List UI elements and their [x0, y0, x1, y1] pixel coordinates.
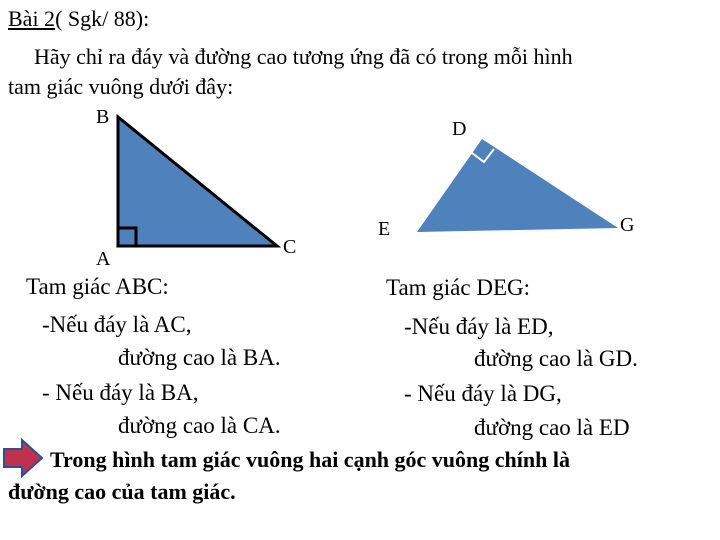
- exercise-title-source: ( Sgk/ 88):: [55, 6, 150, 31]
- conclusion-text: [8, 444, 720, 508]
- abc-case-1: -Nếu đáy là AC,: [42, 312, 192, 337]
- deg-height-1: đường cao là GD.: [474, 346, 638, 371]
- conclusion-line-1: Trong hình tam giác vuông hai cạnh góc vuông chính là: [50, 447, 570, 472]
- vertex-label-b: B: [96, 106, 110, 128]
- deg-case-1: -Nếu đáy là ED,: [404, 314, 554, 339]
- triangle-abc: [118, 117, 277, 246]
- deg-height-2: đường cao là ED: [474, 415, 630, 440]
- vertex-label-d: D: [452, 118, 467, 140]
- exercise-title-link[interactable]: Bài 2: [8, 6, 56, 31]
- abc-height-2: đường cao là CA.: [118, 413, 281, 438]
- deg-heading: Tam giác DEG:: [386, 275, 531, 300]
- vertex-label-c: C: [283, 236, 297, 258]
- vertex-label-e: E: [378, 218, 391, 240]
- abc-case-2: - Nếu đáy là BA,: [42, 380, 199, 405]
- abc-heading: Tam giác ABC:: [26, 274, 169, 299]
- instruction-line-1: Hãy chỉ ra đáy và đường cao tương ứng đã có trong mỗi hình: [34, 44, 573, 69]
- conclusion-line-2: đường cao của tam giác.: [8, 479, 236, 504]
- triangle-deg: [417, 139, 618, 232]
- vertex-label-g: G: [620, 214, 635, 236]
- abc-height-1: đường cao là BA.: [118, 345, 281, 370]
- deg-case-2: - Nếu đáy là DG,: [404, 381, 562, 406]
- instruction-line-2: tam giác vuông dưới đây:: [8, 74, 234, 99]
- vertex-label-a: A: [96, 248, 111, 270]
